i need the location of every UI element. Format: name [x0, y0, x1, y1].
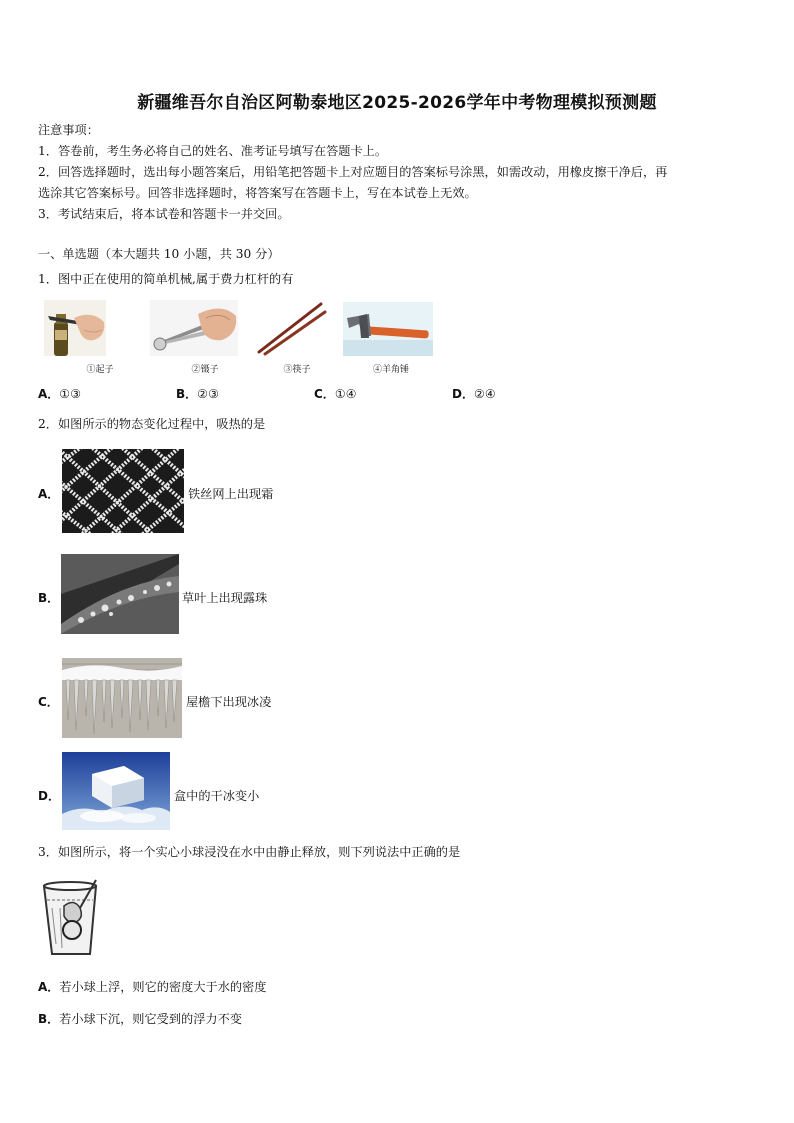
dew-grass-image — [61, 554, 179, 634]
tweezers-image — [150, 300, 238, 356]
q2-option-a-text: 铁丝网上出现霜 — [188, 487, 274, 501]
section-heading: 一、单选题（本大题共 10 小题，共 30 分） — [38, 247, 280, 261]
notice-item-3: 3．考试结束后，将本试卷和答题卡一并交回。 — [38, 207, 290, 221]
option-text: ②③ — [197, 387, 220, 401]
q3-stem: 3．如图所示，将一个实心小球浸没在水中由静止释放，则下列说法中正确的是 — [38, 845, 461, 859]
option-text: 若小球下沉，则它受到的浮力不变 — [59, 1012, 242, 1026]
option-label: B． — [176, 387, 198, 401]
dry-ice-image — [62, 752, 170, 830]
q2-stem: 2．如图所示的物态变化过程中，吸热的是 — [38, 417, 266, 431]
q2-option-c-label: C． — [38, 695, 59, 709]
option-label: A． — [38, 387, 60, 401]
q1-option-c — [314, 385, 357, 402]
q3-option-a — [38, 978, 266, 995]
caption-bottle-opener: ①起子 — [86, 365, 114, 375]
option-text: ②④ — [473, 387, 496, 401]
notice-item-1: 1．答卷前，考生务必将自己的姓名、准考证号填写在答题卡上。 — [38, 144, 388, 158]
option-label: A． — [38, 980, 60, 994]
cup-with-ball-image — [40, 878, 102, 958]
notice-heading: 注意事项： — [38, 123, 99, 137]
frost-wire-mesh-image — [62, 449, 184, 533]
icicles-image — [62, 658, 182, 738]
claw-hammer-image — [343, 302, 433, 356]
q2-option-b-label: B． — [38, 591, 60, 605]
bottle-opener-image — [44, 300, 106, 356]
option-label: D． — [452, 387, 474, 401]
chopsticks-image — [255, 300, 327, 356]
page-title: 新疆维吾尔自治区阿勒泰地区2025-2026学年中考物理模拟预测题 — [137, 93, 657, 113]
caption-tweezers: ②镊子 — [191, 365, 219, 375]
q2-option-b-text: 草叶上出现露珠 — [182, 591, 268, 605]
q2-option-d-label: D． — [38, 789, 60, 803]
q3-option-b — [38, 1010, 242, 1027]
q1-option-b — [176, 385, 219, 402]
option-text: ①③ — [59, 387, 82, 401]
q1-stem: 1．图中正在使用的简单机械,属于费力杠杆的有 — [38, 272, 294, 286]
option-label: B． — [38, 1012, 60, 1026]
q1-option-d — [452, 385, 496, 402]
caption-claw-hammer: ④羊角锤 — [372, 365, 409, 375]
q1-option-a — [38, 385, 81, 402]
notice-item-2-cont: 选涂其它答案标号。回答非选择题时，将答案写在答题卡上，写在本试卷上无效。 — [38, 186, 477, 200]
q2-option-d-text: 盒中的干冰变小 — [174, 789, 260, 803]
caption-chopsticks: ③筷子 — [283, 365, 311, 375]
option-label: C． — [314, 387, 335, 401]
notice-item-2: 2．回答选择题时，选出每小题答案后，用铅笔把答题卡上对应题目的答案标号涂黑，如需改动，用橡皮擦干净后，再 — [38, 165, 668, 179]
option-text: 若小球上浮，则它的密度大于水的密度 — [59, 980, 267, 994]
q2-option-c-text: 屋檐下出现冰凌 — [186, 695, 272, 709]
option-text: ①④ — [334, 387, 357, 401]
q2-option-a-label: A． — [38, 487, 60, 501]
